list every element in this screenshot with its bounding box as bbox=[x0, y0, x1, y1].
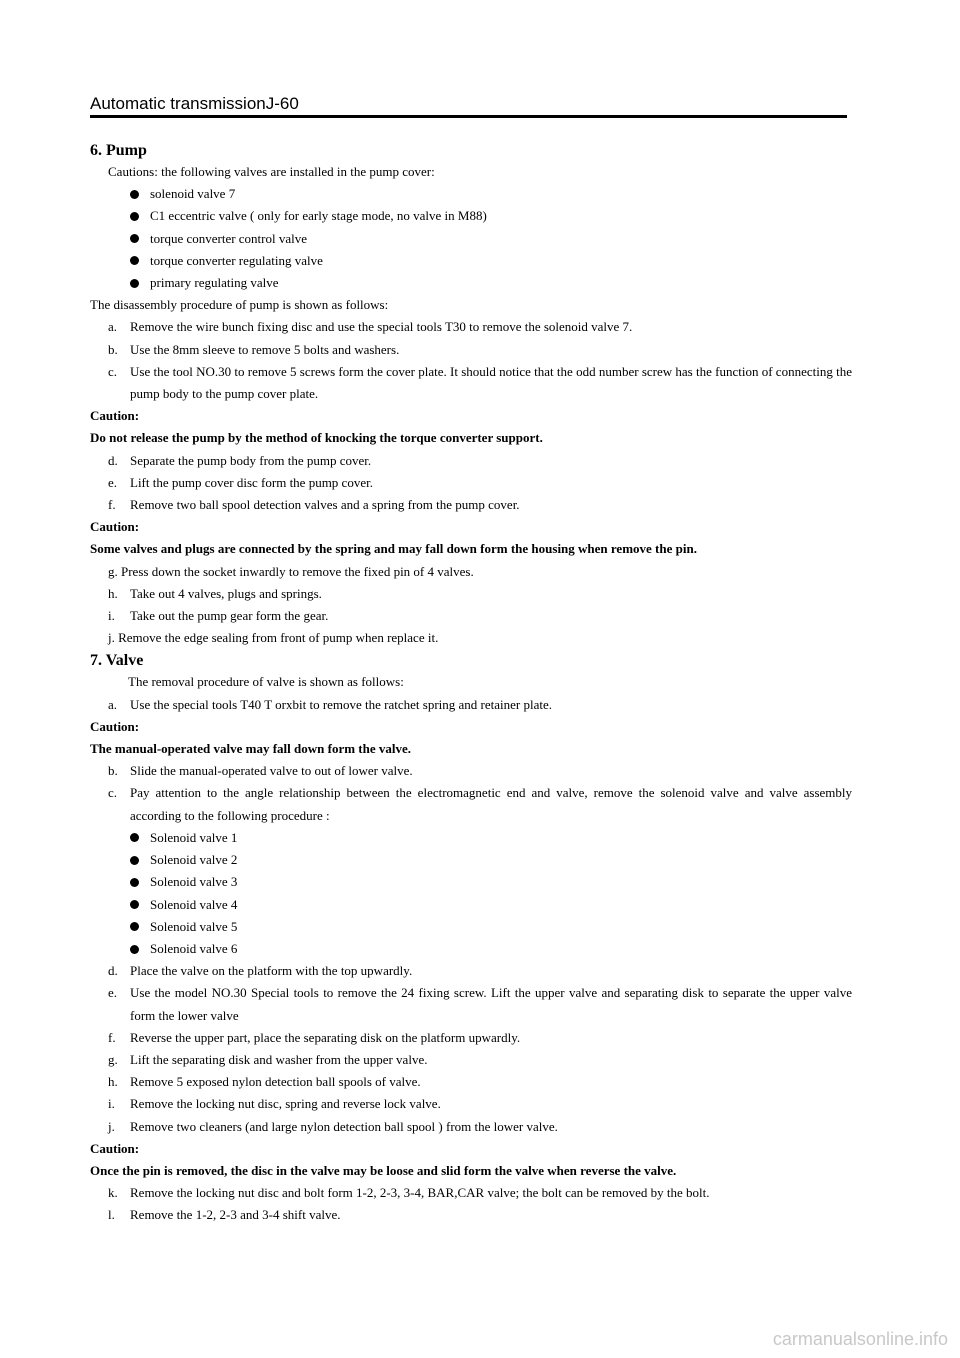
bullet-icon bbox=[130, 190, 139, 199]
procedure-step: f. Remove two ball spool detection valves and a spring from the pump cover. bbox=[108, 497, 520, 513]
list-item: torque converter regulating valve bbox=[90, 250, 860, 272]
procedure-step: g. Lift the separating disk and washer from the upper valve. bbox=[108, 1051, 428, 1067]
procedure-step: e. Use the model NO.30 Special tools to remove the 24 fixing screw. Lift the upper valve and separating disk to separate the upper valve form the lower valve bbox=[108, 985, 852, 1023]
page-content bbox=[90, 141, 860, 1227]
procedure-step: i. Remove the locking nut disc, spring and reverse lock valve. bbox=[108, 1096, 441, 1112]
list-item: Solenoid valve 2 bbox=[90, 849, 860, 871]
procedure-step: k. Remove the locking nut disc and bolt form 1-2, 2-3, 3-4, BAR,CAR valve; the bolt can be removed by the bolt. bbox=[108, 1185, 710, 1201]
procedure-step: h. Take out 4 valves, plugs and springs. bbox=[108, 585, 322, 601]
procedure-step: j. Remove the edge sealing from front of pump when replace it. bbox=[108, 630, 439, 646]
section-heading-valve: 7. Valve bbox=[90, 652, 144, 670]
caution-label: Caution: bbox=[90, 408, 140, 424]
caution-text: The manual-operated valve may fall down form the valve. bbox=[90, 741, 412, 757]
caution-text: Some valves and plugs are connected by the spring and may fall down form the housing when remove the pin. bbox=[90, 541, 697, 557]
caution-label: Caution: bbox=[90, 1140, 140, 1156]
bullet-icon bbox=[130, 212, 139, 221]
watermark: carmanualsonline.info bbox=[772, 1329, 948, 1349]
procedure-step: a. Use the special tools T40 T orxbit to remove the ratchet spring and retainer plate. bbox=[108, 696, 553, 712]
procedure-step: l. Remove the 1-2, 2-3 and 3-4 shift valve. bbox=[108, 1207, 341, 1223]
caution-label: Caution: bbox=[90, 519, 140, 535]
valve-intro: The removal procedure of valve is shown as follows: bbox=[128, 674, 404, 690]
procedure-step: b. Use the 8mm sleeve to remove 5 bolts and washers. bbox=[108, 341, 400, 357]
list-item: solenoid valve 7 bbox=[90, 183, 860, 205]
bullet-icon bbox=[130, 945, 139, 954]
pump-procedure-intro: The disassembly procedure of pump is shown as follows: bbox=[90, 297, 389, 313]
bullet-icon bbox=[130, 279, 139, 288]
list-item: torque converter control valve bbox=[90, 228, 860, 250]
procedure-step: b. Slide the manual-operated valve to out of lower valve. bbox=[108, 763, 413, 779]
page-header: Automatic transmissionJ-60 bbox=[90, 93, 847, 118]
list-item: Solenoid valve 4 bbox=[90, 894, 860, 916]
procedure-step: f. Reverse the upper part, place the separating disk on the platform upwardly. bbox=[108, 1029, 521, 1045]
procedure-step: d. Place the valve on the platform with the top upwardly. bbox=[108, 963, 413, 979]
bullet-icon bbox=[130, 256, 139, 265]
pump-valve-list bbox=[90, 183, 860, 294]
list-item: Solenoid valve 5 bbox=[90, 916, 860, 938]
bullet-icon bbox=[130, 234, 139, 243]
list-item: Solenoid valve 3 bbox=[90, 871, 860, 893]
pump-intro: Cautions: the following valves are installed in the pump cover: bbox=[108, 164, 435, 179]
list-item: Solenoid valve 1 bbox=[90, 827, 860, 849]
list-item: C1 eccentric valve ( only for early stage mode, no valve in M88) bbox=[90, 205, 860, 227]
procedure-step: c. Use the tool NO.30 to remove 5 screws form the cover plate. It should notice that the odd number screw has the function of connecting the pump body to the pump cover plate. bbox=[108, 363, 852, 402]
procedure-step: g. Press down the socket inwardly to remove the fixed pin of 4 valves. bbox=[108, 563, 474, 579]
solenoid-valve-list bbox=[90, 827, 860, 960]
procedure-step: c. Pay attention to the angle relationship between the electromagnetic end and valve, remove the solenoid valve and valve assembly according to the following procedure : bbox=[108, 785, 852, 823]
bullet-icon bbox=[130, 900, 139, 909]
procedure-step: i. Take out the pump gear form the gear. bbox=[108, 608, 329, 624]
caution-label: Caution: bbox=[90, 718, 140, 734]
caution-text: Do not release the pump by the method of knocking the torque converter support. bbox=[90, 430, 543, 446]
bullet-icon bbox=[130, 878, 139, 887]
caution-text: Once the pin is removed, the disc in the valve may be loose and slid form the valve when reverse the valve. bbox=[90, 1162, 677, 1178]
bullet-icon bbox=[130, 856, 139, 865]
bullet-icon bbox=[130, 833, 139, 842]
procedure-step: e. Lift the pump cover disc form the pump cover. bbox=[108, 474, 373, 490]
procedure-step: a. Remove the wire bunch fixing disc and use the special tools T30 to remove the solenoid valve 7. bbox=[108, 319, 633, 335]
list-item: Solenoid valve 6 bbox=[90, 938, 860, 960]
list-item: primary regulating valve bbox=[90, 272, 860, 294]
section-heading-pump: 6. Pump bbox=[90, 142, 147, 159]
procedure-step: d. Separate the pump body from the pump cover. bbox=[108, 452, 372, 468]
bullet-icon bbox=[130, 922, 139, 931]
procedure-step: j. Remove two cleaners (and large nylon detection ball spool ) from the lower valve. bbox=[108, 1118, 558, 1134]
procedure-step: h. Remove 5 exposed nylon detection ball spools of valve. bbox=[108, 1074, 421, 1090]
